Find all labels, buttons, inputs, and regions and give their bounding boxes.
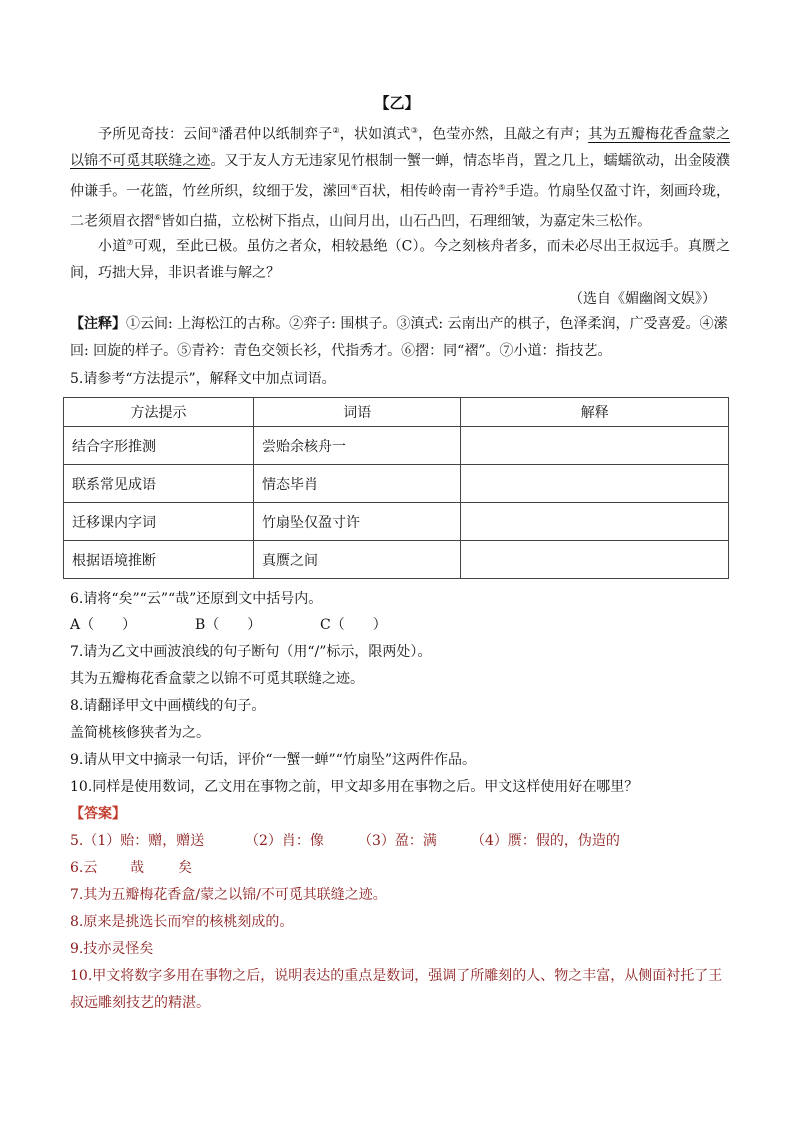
question-10: 10.同样是使用数词，乙文用在事物之前，甲文却多用在事物之后。甲文这样使用好在哪里？ xyxy=(70,779,639,795)
answer-7: 7.其为五瓣梅花香盒/蒙之以锦/不可觅其联缝之迹。 xyxy=(70,887,387,903)
table-cell: 竹扇坠仅盈寸许 xyxy=(253,503,460,541)
answer-5 xyxy=(70,830,620,852)
passage-text: 予所见奇技：云间 xyxy=(98,126,212,143)
table-header-row xyxy=(64,398,729,427)
note-marker: ③ xyxy=(410,126,419,135)
option-a[interactable]: A（ ） xyxy=(70,617,137,633)
table-cell: 结合字形推测 xyxy=(64,427,254,465)
passage-text: 。又于友人方无违家见竹根制一蟹一蝉，情态毕肖，置之几上，蠕蠕欲动，出金陵濮仲谦手。一花篮，竹丝所织，纹细于发，潆回 xyxy=(70,153,731,200)
answer-5-4: （4）赝：假的，伪造的 xyxy=(471,833,620,849)
table-row xyxy=(64,541,729,579)
table-row xyxy=(64,427,729,465)
table-cell: 联系常见成语 xyxy=(64,465,254,503)
passage-text: 百状，相传岭南一青衿 xyxy=(357,183,499,200)
table-row xyxy=(64,465,729,503)
answer-5-3: （3）盈：满 xyxy=(358,833,437,849)
answer-6-3: 矣 xyxy=(178,860,192,876)
table-cell: 根据语境推断 xyxy=(64,541,254,579)
question-8: 8.请翻译甲文中画横线的句子。 xyxy=(70,698,266,714)
notes-text: ①云间: 上海松江的古称。②弈子: 围棋子。③滇式: 云南出产的棋子，色泽柔润，广受喜爱。④潆 xyxy=(126,316,728,332)
table-header: 词语 xyxy=(253,398,460,427)
method-table xyxy=(63,397,729,579)
note-marker: ② xyxy=(332,126,340,135)
table-cell: 尝贻余核舟一 xyxy=(253,427,460,465)
table-cell: 迁移课内字词 xyxy=(64,503,254,541)
passage-text: 可观，至此已极。虽仿之者众，相较悬绝（C）。今之刻核舟者多，而未必尽出王叔远手。真赝之间，巧拙大异，非识者谁与解之？ xyxy=(70,238,731,282)
question-9: 9.请从甲文中摘录一句话，评价“一蟹一蝉”“竹扇坠”这两件作品。 xyxy=(70,752,476,768)
note-marker: ④ xyxy=(350,182,358,192)
passage-text: ，状如滇式 xyxy=(339,126,411,143)
source-citation: （选自《媚幽阁文娱》） xyxy=(569,291,716,307)
question-5: 5.请参考“方法提示”，解释文中加点词语。 xyxy=(70,371,336,387)
table-cell: 情态毕肖 xyxy=(253,465,460,503)
answer-10-line-1: 10.甲文将数字多用在事物之后，说明表达的重点是数词，强调了所雕刻的人、物之丰富，从侧面衬托了王 xyxy=(70,968,723,984)
table-header: 方法提示 xyxy=(64,398,254,427)
answer-6-1: 6.云 xyxy=(70,860,98,876)
passage-text: 潘君仲以纸制弈子 xyxy=(218,126,333,143)
passage-text: ，色莹亦然，且敲之有声； xyxy=(418,126,589,143)
note-marker: ⑥ xyxy=(154,212,162,222)
question-7-sentence: 其为五瓣梅花香盒蒙之以锦不可觅其联缝之迹。 xyxy=(70,671,364,687)
answer-8: 8.原来是挑选长而窄的核桃刻成的。 xyxy=(70,914,294,930)
answer-9: 9.技亦灵怪矣 xyxy=(70,941,154,957)
answer-6-2: 哉 xyxy=(130,860,144,876)
question-6: 6.请将“矣”“云”“哉”还原到文中括号内。 xyxy=(70,591,323,607)
notes-label: 【注释】 xyxy=(70,316,126,332)
answer-cell[interactable] xyxy=(461,503,729,541)
note-marker: ① xyxy=(211,126,219,135)
passage-text: 手造。竹扇坠仅盈寸许，刻画玲珑，二老须眉衣摺 xyxy=(70,183,731,230)
answer-10-line-2: 叔远雕刻技艺的精湛。 xyxy=(70,995,210,1011)
table-header: 解释 xyxy=(461,398,729,427)
note-marker: ⑤ xyxy=(498,182,506,192)
passage-paragraph-1 xyxy=(70,118,730,235)
answer-6 xyxy=(70,857,192,879)
underlined-sentence: 其为五瓣梅花香盒蒙之以锦不可觅其联缝之迹 xyxy=(70,126,731,170)
answer-cell[interactable] xyxy=(461,427,729,465)
notes-line-1 xyxy=(70,313,728,335)
question-6-options xyxy=(70,614,387,636)
passage-text: 皆如白描，立松树下指点，山间月出，山石凸凹，石理细皱，为嘉定朱三松作。 xyxy=(161,213,652,230)
note-marker: ⑦ xyxy=(126,238,134,247)
passage-paragraph-2 xyxy=(70,230,730,287)
option-c[interactable]: C（ ） xyxy=(320,617,387,633)
answer-5-2: （2）肖：像 xyxy=(245,833,324,849)
option-b[interactable]: B（ ） xyxy=(195,617,262,633)
table-row xyxy=(64,503,729,541)
table-cell: 真赝之间 xyxy=(253,541,460,579)
answer-5-1: 5.（1）贻：赠，赠送 xyxy=(70,833,205,849)
question-8-sentence: 盖简桃核修狭者为之。 xyxy=(70,725,210,741)
answer-cell[interactable] xyxy=(461,541,729,579)
section-heading: 【乙】 xyxy=(374,94,420,112)
question-7: 7.请为乙文中画波浪线的句子断句（用“/”标示，限两处）。 xyxy=(70,644,432,660)
passage-text: 小道 xyxy=(98,238,127,255)
answer-label: 【答案】 xyxy=(70,806,126,822)
notes-line-2: 回: 回旋的样子。⑤青衿：青色交领长衫，代指秀才。⑥摺：同“褶”。⑦小道：指技艺。 xyxy=(70,343,612,359)
answer-cell[interactable] xyxy=(461,465,729,503)
